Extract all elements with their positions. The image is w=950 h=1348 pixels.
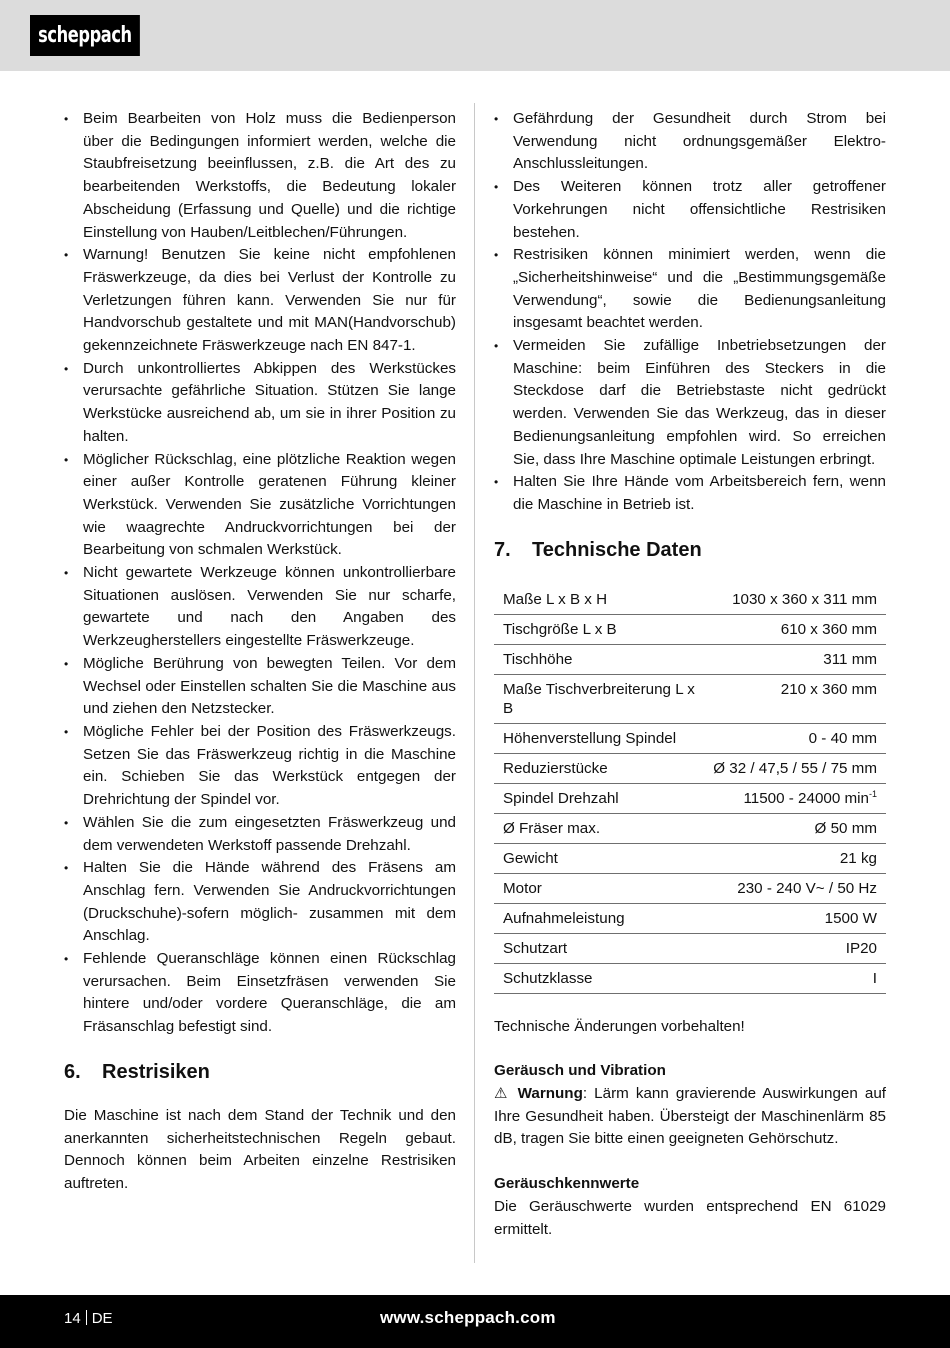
bullet-icon: • (64, 361, 69, 376)
list-item: • Nicht gewartete Werkzeuge können unkontrollierbare Situationen auslösen. Verwenden Sie nur scharfe, gewartete und nach den Angaben des Werkzeugherstellers eingestellte Fräswerkzeuge. (64, 564, 456, 650)
page-footer (0, 1295, 950, 1348)
bullet-icon: • (494, 339, 499, 354)
table-row: Schutzklasse I (494, 963, 886, 993)
bullet-icon: • (494, 475, 499, 490)
bullet-icon: • (64, 452, 69, 467)
table-row: Gewicht 21 kg (494, 843, 886, 873)
bullet-icon: • (64, 112, 69, 126)
page-header (0, 0, 950, 71)
list-item: • Beim Bearbeiten von Holz muss die Bedienperson über die Bedingungen informiert werden, welche die Staubfreisetzung beeinflussen, z.B. die Art des zu bearbeitenden Werkstoffs, die Bedeutung lokaler Abscheidung (Erfassung und Quelle) und die richtige Einstellung von Hauben/Leitblechen/Führungen. (64, 110, 456, 241)
website-link[interactable]: www.scheppach.com (380, 1308, 556, 1327)
page-indicator: 14 DE (64, 1310, 113, 1327)
list-item: • Gefährdung der Gesundheit durch Strom bei Verwendung nicht ordnungsgemäßer Elektro-Anschlussleitungen. (494, 110, 886, 173)
restrisiken-intro: Die Maschine ist nach dem Stand der Technik und den anerkannten sicherheitstechnischen Regeln gebaut. Dennoch können beim Arbeiten einzelne Restrisiken auftreten. (64, 1106, 456, 1192)
bullet-icon: • (64, 566, 69, 581)
warning-triangle-icon: ⚠ (494, 1085, 511, 1103)
list-item: • Halten Sie die Hände während des Fräsens am Anschlag fern. Verwenden Sie Andruckvorrichtungen (Druckschuhe)-sofern möglich- zusammen mit dem Anschlag. (64, 859, 456, 945)
technical-changes-note: Technische Änderungen vorbehalten! (494, 1017, 745, 1035)
separator (86, 1310, 87, 1325)
list-item: • Halten Sie Ihre Hände vom Arbeitsbereich fern, wenn die Maschine in Betrieb ist. (494, 473, 886, 513)
column-divider (474, 103, 475, 1263)
bullet-icon: • (64, 724, 69, 739)
list-item: • Fehlende Queranschläge können einen Rückschlag verursachen. Beim Einsetzfräsen verwenden Sie hintere und/oder vordere Queranschläge, die am Fräsanschlag befestigt sind. (64, 950, 456, 1036)
noise-values-heading: Geräuschkennwerte (494, 1175, 640, 1193)
bullet-icon: • (64, 656, 69, 671)
table-row: Maße L x B x H 1030 x 360 x 311 mm (494, 585, 886, 615)
table-row: Spindel Drehzahl 11500 - 24000 $\min^{-1}$ (494, 783, 886, 813)
list-item: • Des Weiteren können trotz aller getroffener Vorkehrungen nicht offensichtliche Restrisiken bestehen. (494, 178, 886, 241)
table-row: Ø Fräser max. Ø 50 mm (494, 813, 886, 843)
left-column (64, 108, 456, 1196)
table-row: Aufnahmeleistung 1500 W (494, 903, 886, 933)
noise-values-text: Die Geräuschwerte wurden entsprechend EN 61029 ermittelt. (494, 1197, 886, 1238)
table-row: Reduzierstücke Ø 32 / 47,5 / 55 / 75 mm (494, 753, 886, 783)
bullet-icon: • (64, 952, 69, 967)
bullet-icon: • (494, 112, 499, 126)
technical-data-table (494, 585, 886, 994)
right-column (494, 108, 886, 1241)
table-row: Tischhöhe 311 mm (494, 644, 886, 674)
bullet-icon: • (494, 248, 499, 263)
bullet-icon: • (64, 248, 69, 263)
table-row: Maße Tischverbreiterung L x B 210 x 360 mm (494, 674, 886, 723)
section-heading-technische-daten: 7. Technische Daten (494, 538, 702, 561)
list-item: • Mögliche Fehler bei der Position des Fräswerkzeugs. Setzen Sie das Fräswerkzeug richtig in die Maschine ein. Schieben Sie das Werkstück entgegen der Drehrichtung der Spindel vor. (64, 722, 456, 809)
risk-bullet-list (494, 108, 886, 517)
noise-vibration-heading: Geräusch und Vibration (494, 1062, 666, 1080)
list-item: • Vermeiden Sie zufällige Inbetriebsetzungen der Maschine: beim Einführen des Steckers in die Steckdose darf die Betriebstaste nicht gedrückt werden. Verwenden Sie das Werkzeug, das in dieser Bedienungsanleitung empfohlen wird. So erreichen Sie, dass Ihre Maschine optimale Leistungen erbringt. (494, 337, 886, 468)
scheppach-logo: scheppach (30, 15, 140, 56)
bullet-icon: • (64, 861, 69, 876)
list-item: • Mögliche Berührung von bewegten Teilen. Vor dem Wechsel oder Einstellen schalten Sie die Maschine aus und ziehen den Netzstecker. (64, 654, 456, 718)
list-item: • Möglicher Rückschlag, eine plötzliche Reaktion wegen einer außer Kontrolle geratenen Führung kleiner Werkstück. Verwenden Sie zusätzliche Vorrichtungen wie waagrechte Andruckvorrichtungen bei der Bearbeitung von schmalen Werkstück. (64, 450, 456, 559)
table-row: Höhenverstellung Spindel 0 - 40 mm (494, 723, 886, 753)
list-item: • Restrisiken können minimiert werden, wenn die „Sicherheitshinweise“ und die „Bestimmungsgemäße Verwendung“, sowie die Bedienungsanleitung insgesamt beachtet werden. (494, 246, 886, 332)
table-row: Motor 230 - 240 V~ / 50 Hz (494, 873, 886, 903)
safety-bullet-list (64, 108, 456, 1039)
bullet-icon: • (494, 180, 499, 195)
table-row: Schutzart IP20 (494, 933, 886, 963)
noise-warning: ⚠ Warnung: Lärm kann gravierende Auswirkungen auf Ihre Gesundheit haben. Übersteigt der Maschinenlärm 85 dB, tragen Sie bitte einen geeigneten Gehörschutz. (494, 1085, 886, 1148)
bullet-icon: • (64, 815, 69, 830)
table-row: Tischgröße L x B 610 x 360 mm (494, 614, 886, 644)
list-item: • Durch unkontrolliertes Abkippen des Werkstückes verursachte gefährliche Situation. Stützen Sie lange Werkstücke ausreichend ab, um sie in ihrer Position zu halten. (64, 359, 456, 445)
list-item: • Wählen Sie die zum eingesetzten Fräswerkzeug und dem verwendeten Werkstoff passende Drehzahl. (64, 813, 456, 854)
section-heading-restrisiken: 6. Restrisiken (64, 1060, 210, 1083)
list-item: • Warnung! Benutzen Sie keine nicht empfohlenen Fräswerkzeuge, da dies bei Verlust der Kontrolle zu Verletzungen führen kann. Verwenden Sie nur für Handvorschub gestaltete und mit MAN(Handvorschub) gekennzeichnete Fräswerkzeuge nach EN 847-1. (64, 246, 456, 355)
